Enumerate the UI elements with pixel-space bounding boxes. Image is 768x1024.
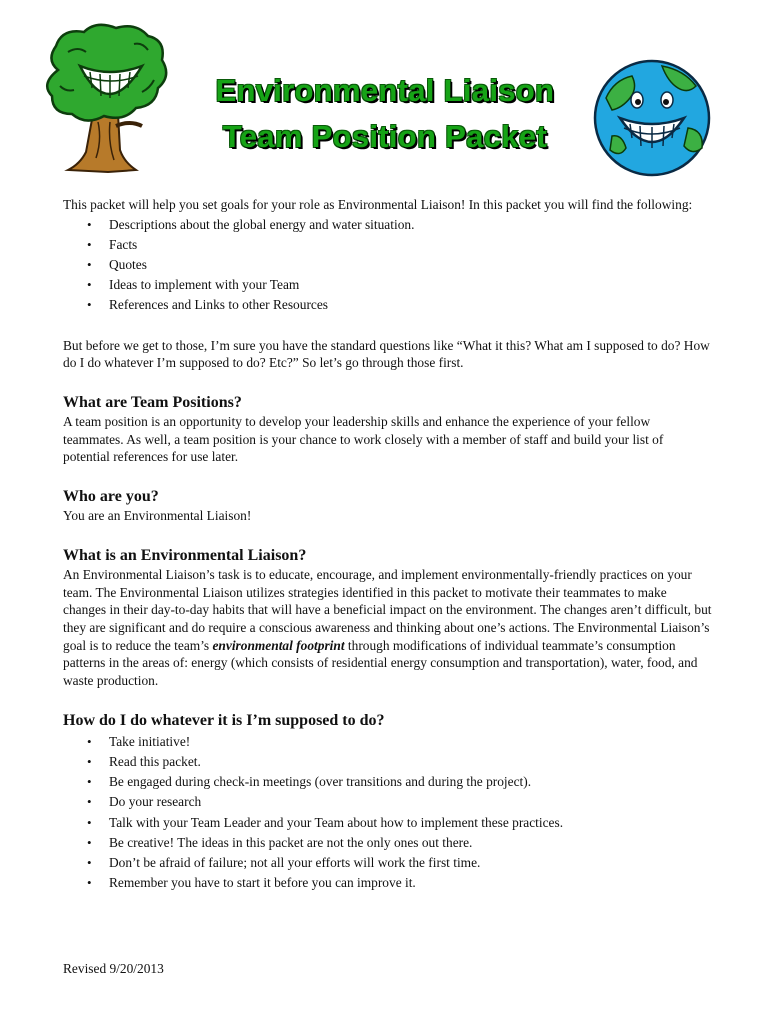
smiling-tree-icon [38, 22, 172, 176]
page-header [0, 0, 768, 185]
emphasis-environmental-footprint: environmental footprint [212, 637, 345, 653]
intro-list [63, 216, 713, 314]
list-item: • Be engaged during check-in meetings (over transitions and during the project). [63, 773, 713, 791]
list-item: • Ideas to implement with your Team [63, 276, 713, 294]
how-list [63, 733, 713, 892]
body-text: An Environmental Liaison’s task is to educate, encourage, and implement environmentally-friendly practices on your team. The Environmental Liaison utilizes strategies identified in this packet to motivate their teammates to make changes in their day-to-day habits that will have a beneficial impact on the environment. The changes aren’t difficult, but they are significant and do require a conscious awareness and thinking about one’s actions. The Environmental Liaison’s goal is to reduce the team’s [63, 566, 712, 653]
document-body [63, 196, 713, 894]
page-title-line-1: Environmental Liaison [215, 73, 555, 108]
intro-paragraph: This packet will help you set goals for your role as Environmental Liaison! In this packet you will find the following: [63, 197, 693, 212]
smiling-earth-icon [592, 58, 712, 178]
list-item: • Descriptions about the global energy and water situation. [63, 216, 713, 234]
body-text: through modifications of individual teammate’s consumption patterns in the areas of: energy (which consists of residential energy consumption and transportation), water, food, and waste production. [63, 637, 698, 689]
list-item: • Do your research [63, 793, 713, 811]
list-item: • References and Links to other Resources [63, 296, 713, 314]
section-heading-how: How do I do whatever it is I’m supposed to do? [63, 711, 385, 729]
transition-paragraph: But before we get to those, I’m sure you have the standard questions like “What it this? What am I supposed to do? How do I do whatever I’m supposed to do? Etc?” So let’s go through those first. [63, 337, 710, 371]
section-heading-team-positions: What are Team Positions? [63, 394, 242, 412]
list-item: • Don’t be afraid of failure; not all your efforts will work the first time. [63, 854, 713, 872]
list-item: • Take initiative! [63, 733, 713, 751]
page-title-line-2: Team Position Packet [222, 119, 548, 154]
section-body-team-positions: A team position is an opportunity to develop your leadership skills and enhance the experience of your fellow teammates. As well, a team position is your chance to work closely with a member of staff and build your list of potential references for use later. [63, 414, 664, 465]
revision-footer: Revised 9/20/2013 [63, 961, 164, 976]
section-body-who: You are an Environmental Liaison! [63, 508, 252, 524]
list-item: • Facts [63, 236, 713, 254]
list-item: • Remember you have to start it before you can improve it. [63, 874, 713, 892]
list-item: • Be creative! The ideas in this packet are not the only ones out there. [63, 834, 713, 852]
section-body-what-is [63, 566, 713, 690]
list-item: • Quotes [63, 256, 713, 274]
list-item: • Read this packet. [63, 753, 713, 771]
list-item: • Talk with your Team Leader and your Team about how to implement these practices. [63, 814, 713, 832]
section-heading-what-is: What is an Environmental Liaison? [63, 546, 307, 564]
section-heading-who: Who are you? [63, 488, 159, 506]
